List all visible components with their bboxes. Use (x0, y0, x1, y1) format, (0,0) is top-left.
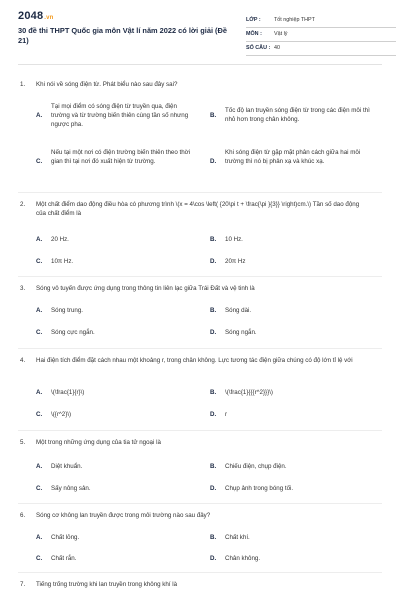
option-text: Chất khí. (225, 534, 250, 541)
option-label: D. (210, 485, 217, 492)
option-d[interactable] (210, 148, 380, 178)
option-text: Chụp ảnh trong bóng tối. (225, 485, 294, 492)
meta-class-value: Tốt nghiệp THPT (274, 17, 315, 23)
option-text: Khi sóng điện từ gặp mặt phân cách giữa hai môi trường thì nó bị phản xạ và khúc xạ. (225, 149, 361, 165)
option-text: \({r^2}\) (51, 411, 72, 418)
question-separator (18, 348, 382, 349)
option-label: C. (36, 329, 43, 336)
meta-subject-value: Vật lý (274, 31, 288, 37)
question-number: 4. (20, 357, 26, 364)
meta-count-value: 40 (274, 45, 280, 51)
option-text: Sóng trung. (51, 307, 83, 314)
option-text: 20 Hz. (51, 236, 69, 243)
option-text: Chân không. (225, 555, 261, 562)
option-label: C. (36, 555, 43, 562)
option-label: C. (36, 258, 43, 265)
logo-main: 2048 (18, 10, 44, 22)
option-label: C. (36, 411, 43, 418)
meta-subject-key: MÔN : (246, 31, 262, 37)
question-number: 7. (20, 581, 26, 588)
question-number: 1. (20, 81, 26, 88)
option-label: D. (210, 555, 217, 562)
option-label: A. (36, 236, 43, 243)
option-label: B. (210, 236, 217, 243)
exam-header (18, 8, 384, 64)
question-separator (18, 572, 382, 573)
option-text: 10π Hz. (51, 258, 74, 265)
option-text: Chiếu điện, chụp điện. (225, 463, 287, 470)
option-text: Sấy nông sản. (51, 485, 91, 492)
meta-class-row (246, 14, 396, 28)
option-b[interactable] (210, 106, 380, 136)
option-label: B. (210, 534, 217, 541)
option-text: Sóng cực ngắn. (51, 329, 95, 336)
option-text: Nếu tại một nơi có điện trường biến thiên theo thời gian thì tại nơi đó xuất hiện từ trường. (51, 149, 191, 165)
logo-suffix: .vn (44, 15, 54, 21)
meta-subject-row (246, 28, 396, 42)
option-label: D. (210, 258, 217, 265)
option-label: D. (210, 411, 217, 418)
option-text: \(\frac{1}{r}\) (51, 389, 85, 396)
meta-class-key: LỚP : (246, 17, 261, 23)
option-label: B. (210, 389, 217, 396)
header-divider (18, 64, 382, 65)
option-label: B. (210, 307, 217, 314)
question-number: 5. (20, 439, 26, 446)
question-text: Tiếng trống trường khi lan truyền trong không khí là (36, 581, 178, 588)
question-separator (18, 276, 382, 277)
option-label: A. (36, 389, 43, 396)
meta-count-row (246, 42, 396, 56)
question-text: Khi nói về sóng điện từ. Phát biểu nào sau đây sai? (36, 81, 178, 88)
question-text: Một trong những ứng dụng của tia tử ngoại là (36, 439, 161, 446)
option-c[interactable] (36, 148, 208, 178)
option-text: \(\frac{1}{{{r^2}}}\) (225, 389, 273, 396)
option-text: Chất rắn. (51, 555, 77, 562)
question-text: Sóng vô tuyến được ứng dụng trong thông tin liên lạc giữa Trái Đất và vệ tinh là (36, 285, 255, 292)
option-text: Sóng ngắn. (225, 329, 257, 336)
question-separator (18, 430, 382, 431)
question-separator (18, 503, 382, 504)
option-label: A. (36, 307, 43, 314)
option-label: B. (210, 463, 217, 470)
question-number: 2. (20, 201, 26, 208)
question-number: 3. (20, 285, 26, 292)
option-text: Tại mọi điểm có sóng điện từ truyền qua, điện trường và từ trường biến thiên cùng tần số nhưng ngược pha. (51, 103, 189, 128)
option-label: C. (36, 485, 43, 492)
option-text: r (225, 411, 228, 418)
option-label: D. (210, 158, 217, 165)
question-text: Một chất điểm dao động điều hòa có phương trình \(x = 4\cos \left( {20\pi t + \frac{\pi }{3}} \right)cm.\) Tần số dao động của chất điểm là (36, 201, 360, 217)
option-a[interactable] (36, 102, 208, 132)
option-label: D. (210, 329, 217, 336)
question-text: Hai điện tích điểm đặt cách nhau một khoảng r, trong chân không. Lực tương tác điện giữa chúng có độ lớn tỉ lệ với (36, 357, 353, 364)
option-label: A. (36, 112, 43, 119)
option-label: B. (210, 112, 217, 119)
meta-count-key: SỐ CÂU : (246, 45, 271, 51)
option-text: Tốc độ lan truyền sóng điện từ trong các điện môi thì nhỏ hơn trong chân không. (225, 107, 370, 123)
option-label: A. (36, 463, 43, 470)
option-text: Sóng dài. (225, 307, 252, 314)
option-text: Diệt khuẩn. (51, 463, 83, 470)
option-text: Chất lỏng. (51, 534, 80, 541)
option-label: C. (36, 158, 43, 165)
question-number: 6. (20, 512, 26, 519)
site-logo[interactable] (18, 10, 54, 22)
option-label: A. (36, 534, 43, 541)
question-separator (18, 192, 382, 193)
option-text: 10 Hz. (225, 236, 243, 243)
option-text: 20π Hz (225, 258, 246, 265)
question-text: Sóng cơ không lan truyền được trong môi trường nào sau đây? (36, 512, 211, 519)
exam-meta (246, 14, 396, 56)
exam-title: 30 đề thi THPT Quốc gia môn Vật lí năm 2022 có lời giải (Đề 21) (18, 26, 227, 45)
